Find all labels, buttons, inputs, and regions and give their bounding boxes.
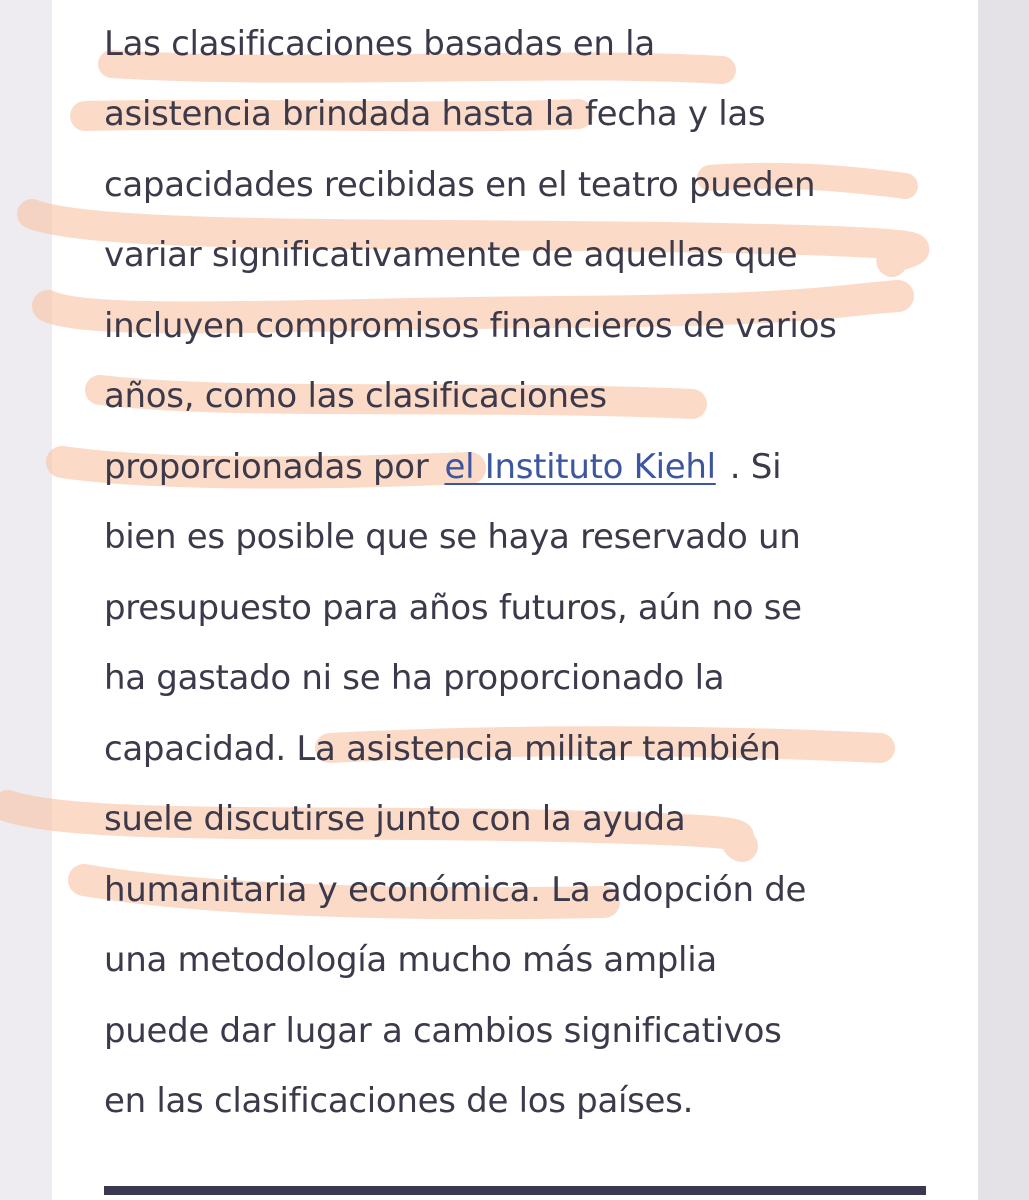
text-line: ha gastado ni se ha proporcionado la xyxy=(104,658,725,698)
text-line: capacidades recibidas en el teatro pueden xyxy=(104,165,816,205)
text-line: capacidad. La asistencia militar también xyxy=(104,729,781,769)
text-line: incluyen compromisos financieros de varios xyxy=(104,306,837,346)
text-line: suele discutirse junto con la ayuda xyxy=(104,799,686,839)
text-line: años, como las clasificaciones xyxy=(104,376,607,416)
text-line: Las clasificaciones basadas en la xyxy=(104,24,655,64)
text-line: puede dar lugar a cambios significativos xyxy=(104,1011,782,1051)
text-segment: . Si xyxy=(729,447,782,487)
left-margin xyxy=(0,0,52,1200)
text-line: una metodología mucho más amplia xyxy=(104,940,717,980)
text-line: asistencia brindada hasta la fecha y las xyxy=(104,94,766,134)
text-line-with-link xyxy=(104,431,781,503)
text-line: variar significativamente de aquellas que xyxy=(104,235,798,275)
text-line: en las clasificaciones de los países. xyxy=(104,1081,694,1121)
text-line: humanitaria y económica. La adopción de xyxy=(104,870,807,910)
instituto-kiehl-link[interactable]: el Instituto Kiehl xyxy=(444,447,716,487)
text-line: bien es posible que se haya reservado un xyxy=(104,517,801,557)
scrollbar-track[interactable] xyxy=(978,0,1029,1200)
section-divider xyxy=(104,1186,926,1195)
text-line: presupuesto para años futuros, aún no se xyxy=(104,588,802,628)
text-segment: proporcionadas por xyxy=(104,447,429,487)
